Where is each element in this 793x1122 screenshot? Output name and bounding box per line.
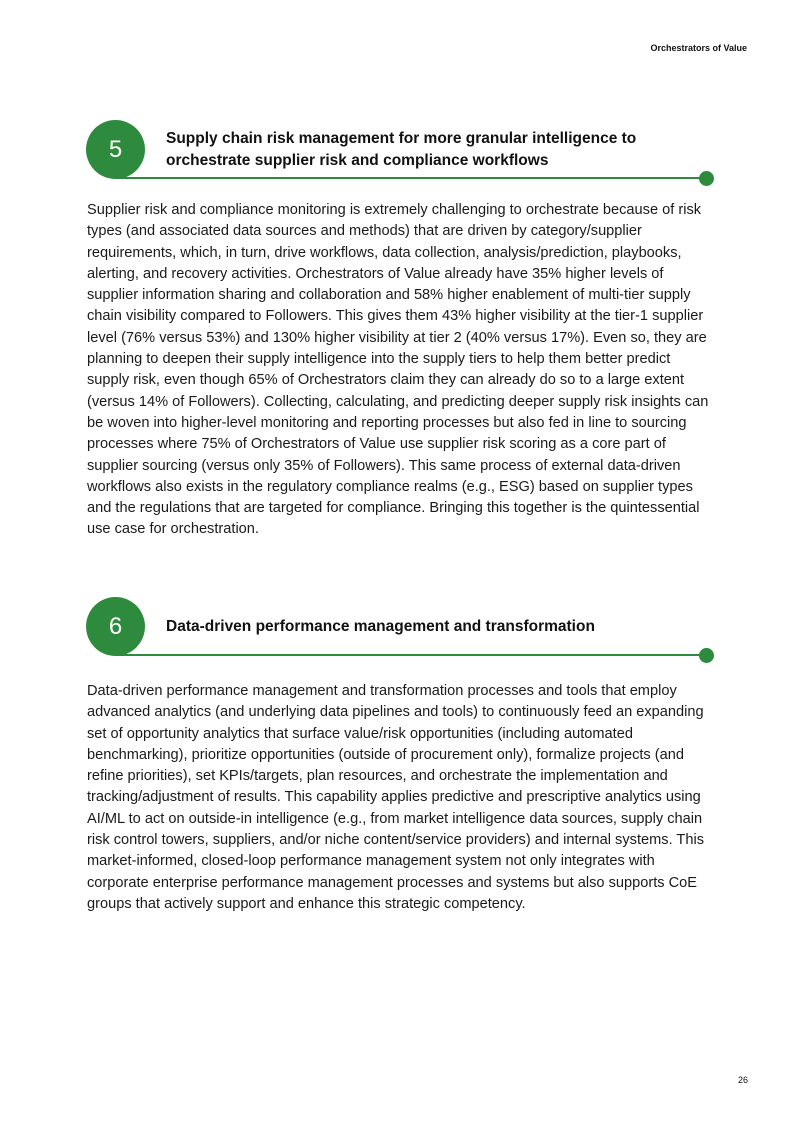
rule-end-dot <box>699 171 714 186</box>
section-rule <box>115 177 706 179</box>
section-header-5 <box>86 120 714 182</box>
section-number-badge: 5 <box>86 120 145 179</box>
section-number-badge: 6 <box>86 597 145 656</box>
section-title: Data-driven performance management and transformation <box>166 618 595 635</box>
section-header-6 <box>86 597 714 659</box>
page-number: 26 <box>737 1075 748 1085</box>
section-rule <box>115 654 706 656</box>
section-body-paragraph: Data-driven performance management and transformation processes and tools that employ advanced analytics (and underlying data pipelines and tools) to continuously feed an expanding set of opportunity analytics that surface value/risk opportunities (including automated benchmarking), prioritize opportunities (outside of procurement only), formalize projects (and refine priorities), set KPIs/targets, plan resources, and orchestrate the implementation and tracking/adjustment of results. This capability applies predictive and prescriptive analytics using AI/ML to act on outside-in intelligence (e.g., from market intelligence data sources, supply chain risk control towers, suppliers, and/or niche content/service providers) and internal systems. This market-informed, closed-loop performance management system not only integrates with corporate enterprise performance management processes and systems but also supports CoE groups that actively support and enhance this strategic competency. <box>87 683 704 912</box>
rule-end-dot <box>699 648 714 663</box>
section-body-paragraph: Supplier risk and compliance monitoring is extremely challenging to orchestrate because of risk types (and associated data sources and methods) that are driven by category/supplier requirements, which, in turn, drive workflows, data collection, analysis/prediction, playbooks, alerting, and recovery activities. Orchestrators of Value already have 35% higher levels of supplier information sharing and collaboration and 58% higher enablement of multi-tier supply chain visibility compared to Followers. This gives them 43% higher visibility at the tier-1 supplier level (76% versus 53%) and 130% higher visibility at tier 2 (40% versus 17%). Even so, they are planning to deepen their supply intelligence into the supply tiers to help them better predict supply risk, even though 65% of Orchestrators claim they can already do so to a large extent (versus 14% of Followers). Collecting, calculating, and predicting deeper supply risk insights can be woven into higher-level monitoring and reporting processes but also fed in line to sourcing processes where 75% of Orchestrators of Value use supplier risk scoring as a core part of supplier sourcing (versus only 35% of Followers). This same process of external data-driven workflows also exists in the regulatory compliance realms (e.g., ESG) based on supplier types and the regulations that are targeted for compliance. Bringing this together is the quintessential use case for orchestration. <box>87 202 709 538</box>
running-header: Orchestrators of Value <box>650 43 747 53</box>
section-title: Supply chain risk management for more granular intelligence to orchestrate supplier risk and compliance workflows <box>166 130 637 169</box>
